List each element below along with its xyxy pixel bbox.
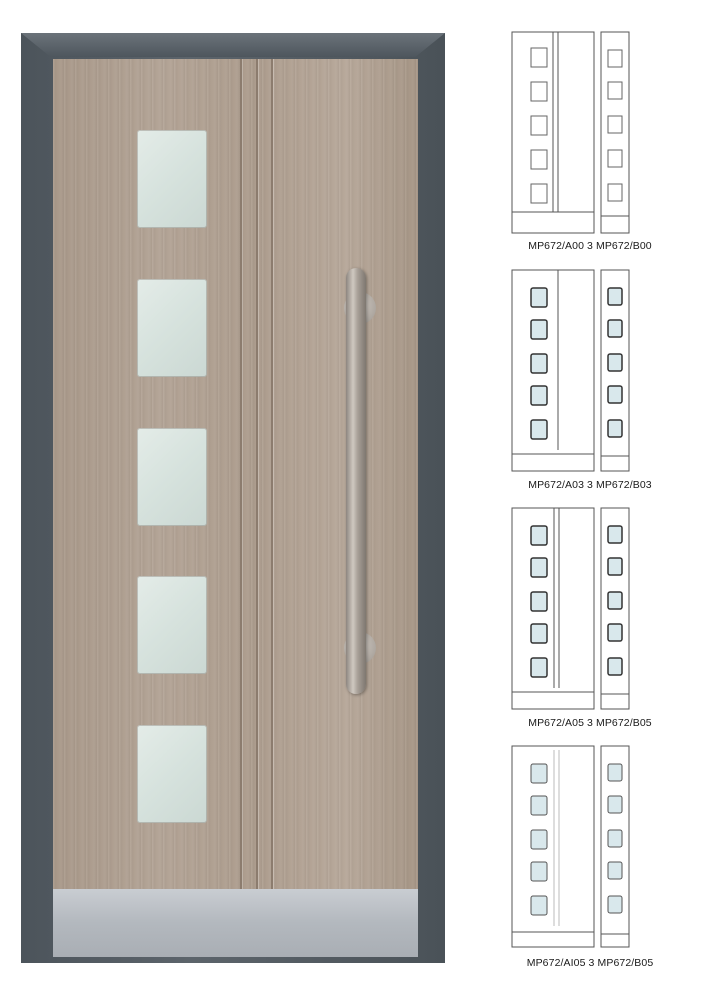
variant-drawing [470, 268, 710, 472]
variant-drawing [470, 506, 710, 710]
variant-code-label: MP672/A05 3 MP672/B05 [528, 717, 652, 729]
variant-drawing [470, 744, 710, 948]
door-groove [240, 59, 242, 889]
glass-panel [137, 725, 207, 823]
kick-plate [53, 889, 418, 957]
glass-panel [137, 130, 207, 228]
glass-panel [137, 576, 207, 674]
glass-panel [137, 428, 207, 526]
glass-panel [137, 279, 207, 377]
door-groove [256, 59, 258, 889]
variant-code-label: MP672/A03 3 MP672/B03 [528, 479, 652, 491]
variant-code-label: MP672/A00 3 MP672/B00 [528, 240, 652, 252]
pull-handle [346, 268, 366, 694]
variant-code-label: MP672/AI05 3 MP672/B05 [526, 957, 654, 969]
variant-drawing [470, 30, 710, 234]
door-frame-top [21, 33, 445, 57]
door-groove [271, 59, 273, 889]
